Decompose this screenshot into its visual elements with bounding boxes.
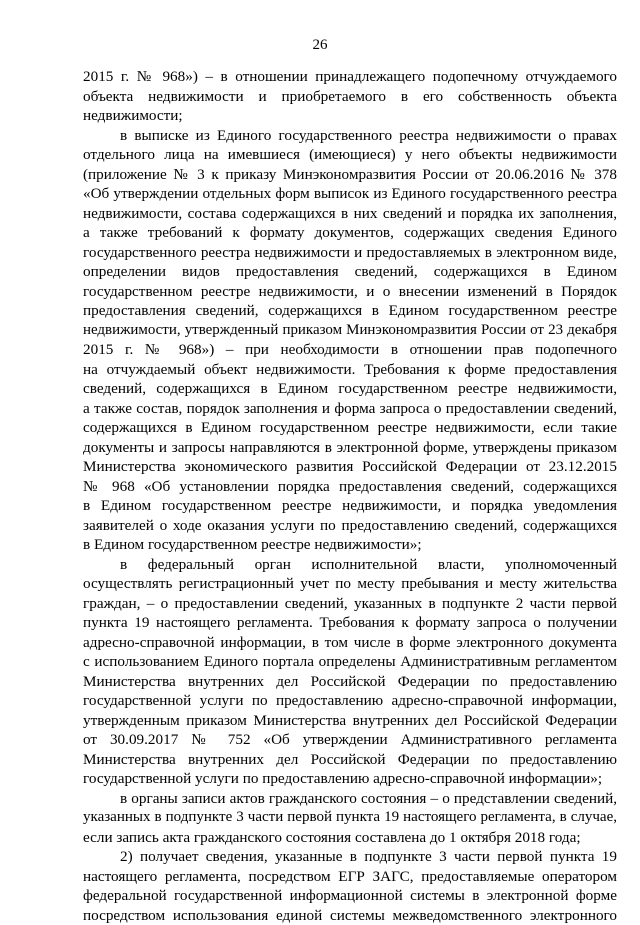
text-line: в федеральный орган исполнительной власти, уполномоченный: [83, 555, 617, 575]
text-line: в органы записи актов гражданского состояния – о представлении сведений,: [83, 789, 617, 809]
text-line: государственного реестра недвижимости и предоставляемых в электронном виде,: [83, 243, 617, 263]
text-line: в Едином государственном реестре недвижимости»;: [83, 535, 617, 555]
text-line: 2) получает сведения, указанные в подпункте 3 части первой пункта 19: [83, 847, 617, 867]
text-line: с использованием Единого портала определены Административным регламентом: [83, 652, 617, 672]
text-line: заявителей о ходе оказания услуги по предоставлению сведений, содержащихся: [83, 516, 617, 536]
text-line: осуществлять регистрационный учет по месту пребывания и месту жительства: [83, 574, 617, 594]
text-line: № 968 «Об установлении порядка предоставления сведений, содержащихся: [83, 477, 617, 497]
text-line: а также требований к формату документов, содержащих сведения Единого: [83, 223, 617, 243]
body-text: [83, 67, 617, 925]
text-line: а также состав, порядок заполнения и форма запроса о предоставлении сведений,: [83, 399, 617, 419]
text-line: федеральной государственной информационной системы в электронной форме: [83, 886, 617, 906]
text-line: сведений, содержащихся в Едином государственном реестре недвижимости,: [83, 379, 617, 399]
text-line: если запись акта гражданского состояния составлена до 1 октября 2018 года;: [83, 828, 617, 848]
text-line: посредством использования единой системы межведомственного электронного: [83, 906, 617, 925]
text-line: недвижимости, утвержденный приказом Минэкономразвития России от 23 декабря: [83, 321, 617, 341]
text-line: документы и запросы направляются в электронной форме, утверждены приказом: [83, 438, 617, 458]
text-line: определении видов предоставления сведений, содержащихся в Едином: [83, 262, 617, 282]
text-line: содержащихся в Едином государственном реестре недвижимости, если такие: [83, 418, 617, 438]
page-number: 26: [0, 36, 640, 54]
text-line: недвижимости;: [83, 106, 617, 126]
text-line: граждан, – о предоставлении сведений, указанных в подпункте 2 части первой: [83, 594, 617, 614]
text-line: на отчуждаемый объект недвижимости. Требования к форме предоставления: [83, 360, 617, 380]
text-line: 2015 г. № 968») – в отношении принадлежащего подопечному отчуждаемого: [83, 67, 617, 87]
text-line: Министерства внутренних дел Российской Федерации по предоставлению: [83, 750, 617, 770]
text-line: настоящего регламента, посредством ЕГР ЗАГС, предоставляемые оператором: [83, 867, 617, 887]
text-line: предоставления сведений, содержащихся в Едином государственном реестре: [83, 301, 617, 321]
text-line: объекта недвижимости и приобретаемого в его собственность объекта: [83, 87, 617, 107]
text-line: государственном реестре недвижимости, и о внесении изменений в Порядок: [83, 282, 617, 302]
text-line: «Об утверждении отдельных форм выписок из Единого государственного реестра: [83, 184, 617, 204]
text-line: Министерства внутренних дел Российской Федерации по предоставлению: [83, 672, 617, 692]
text-line: государственной услуги по предоставлению адресно-справочной информации,: [83, 691, 617, 711]
text-line: адресно-справочной информации, в том числе в форме электронного документа: [83, 633, 617, 653]
text-line: в выписке из Единого государственного реестра недвижимости о правах: [83, 126, 617, 146]
text-line: от 30.09.2017 № 752 «Об утверждении Административного регламента: [83, 730, 617, 750]
text-line: утвержденным приказом Министерства внутренних дел Российской Федерации: [83, 711, 617, 731]
text-line: Министерства экономического развития Российской Федерации от 23.12.2015: [83, 457, 617, 477]
text-line: указанных в подпункте 3 части первой пункта 19 настоящего регламента, в случае,: [83, 808, 617, 828]
text-line: (приложение № 3 к приказу Минэкономразвития России от 20.06.2016 № 378: [83, 165, 617, 185]
text-line: 2015 г. № 968») – при необходимости в отношении прав подопечного: [83, 340, 617, 360]
text-line: недвижимости, состава содержащихся в них сведений и порядка их заполнения,: [83, 204, 617, 224]
text-line: в Едином государственном реестре недвижимости, и порядка уведомления: [83, 496, 617, 516]
text-line: отдельного лица на имевшиеся (имеющиеся) у него объекты недвижимости: [83, 145, 617, 165]
text-line: государственной услуги по предоставлению адресно-справочной информации»;: [83, 769, 617, 789]
text-line: пункта 19 настоящего регламента. Требования к формату запроса о получении: [83, 613, 617, 633]
